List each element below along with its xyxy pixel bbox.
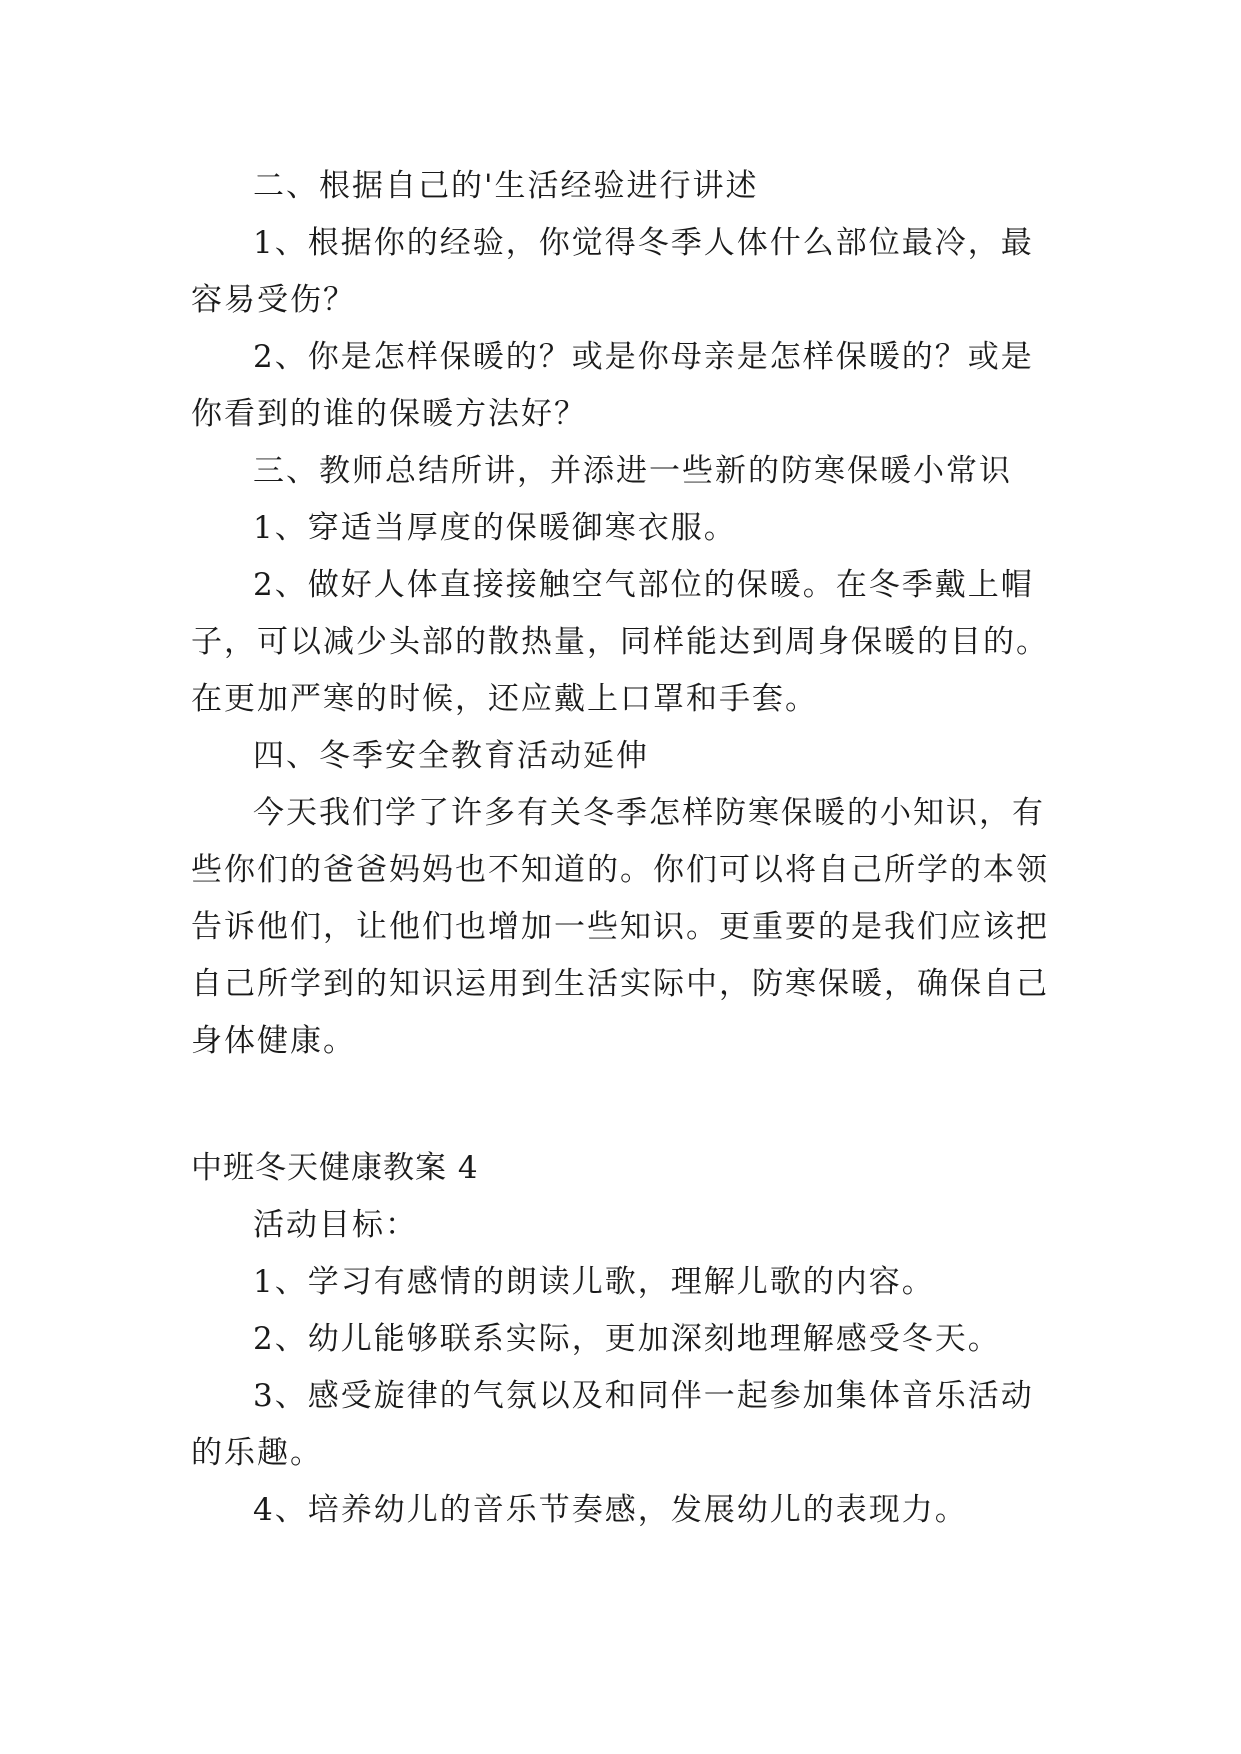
question-1-line-2: 容易受伤？ [191, 282, 356, 318]
goal-3-line-1: 3、感受旋律的气氛以及和同伴一起参加集体音乐活动 [253, 1378, 1034, 1414]
goal-3-line-2: 的乐趣。 [191, 1435, 323, 1471]
question-2-line-2: 你看到的谁的保暖方法好？ [191, 396, 587, 432]
section-3-heading: 三、教师总结所讲，并添进一些新的防寒保暖小常识 [253, 453, 1012, 489]
lesson-4-title: 中班冬天健康教案 4 [191, 1150, 479, 1186]
extension-para-line-2: 些你们的爸爸妈妈也不知道的。你们可以将自己所学的本领 [191, 852, 1049, 888]
extension-para-line-4: 自己所学到的知识运用到生活实际中，防寒保暖，确保自己 [191, 966, 1049, 1002]
goal-4: 4、培养幼儿的音乐节奏感，发展幼儿的表现力。 [253, 1492, 968, 1528]
extension-para-line-1: 今天我们学了许多有关冬季怎样防寒保暖的小知识，有 [253, 795, 1045, 831]
extension-para-line-5: 身体健康。 [191, 1023, 356, 1059]
goals-label: 活动目标： [253, 1207, 418, 1243]
tip-2-line-1: 2、做好人体直接接触空气部位的保暖。在冬季戴上帽 [253, 567, 1034, 603]
goal-1: 1、学习有感情的朗读儿歌，理解儿歌的内容。 [253, 1264, 935, 1300]
question-2-line-1: 2、你是怎样保暖的？或是你母亲是怎样保暖的？或是 [253, 339, 1034, 375]
tip-2-line-2: 子，可以减少头部的散热量，同样能达到周身保暖的目的。 [191, 624, 1049, 660]
question-1-line-1: 1、根据你的经验，你觉得冬季人体什么部位最冷，最 [253, 225, 1034, 261]
tip-2-line-3: 在更加严寒的时候，还应戴上口罩和手套。 [191, 681, 818, 717]
section-2-heading: 二、根据自己的'生活经验进行讲述 [253, 168, 759, 204]
tip-1: 1、穿适当厚度的保暖御寒衣服。 [253, 510, 737, 546]
extension-para-line-3: 告诉他们，让他们也增加一些知识。更重要的是我们应该把 [191, 909, 1049, 945]
section-4-heading: 四、冬季安全教育活动延伸 [253, 738, 649, 774]
goal-2: 2、幼儿能够联系实际，更加深刻地理解感受冬天。 [253, 1321, 1001, 1357]
